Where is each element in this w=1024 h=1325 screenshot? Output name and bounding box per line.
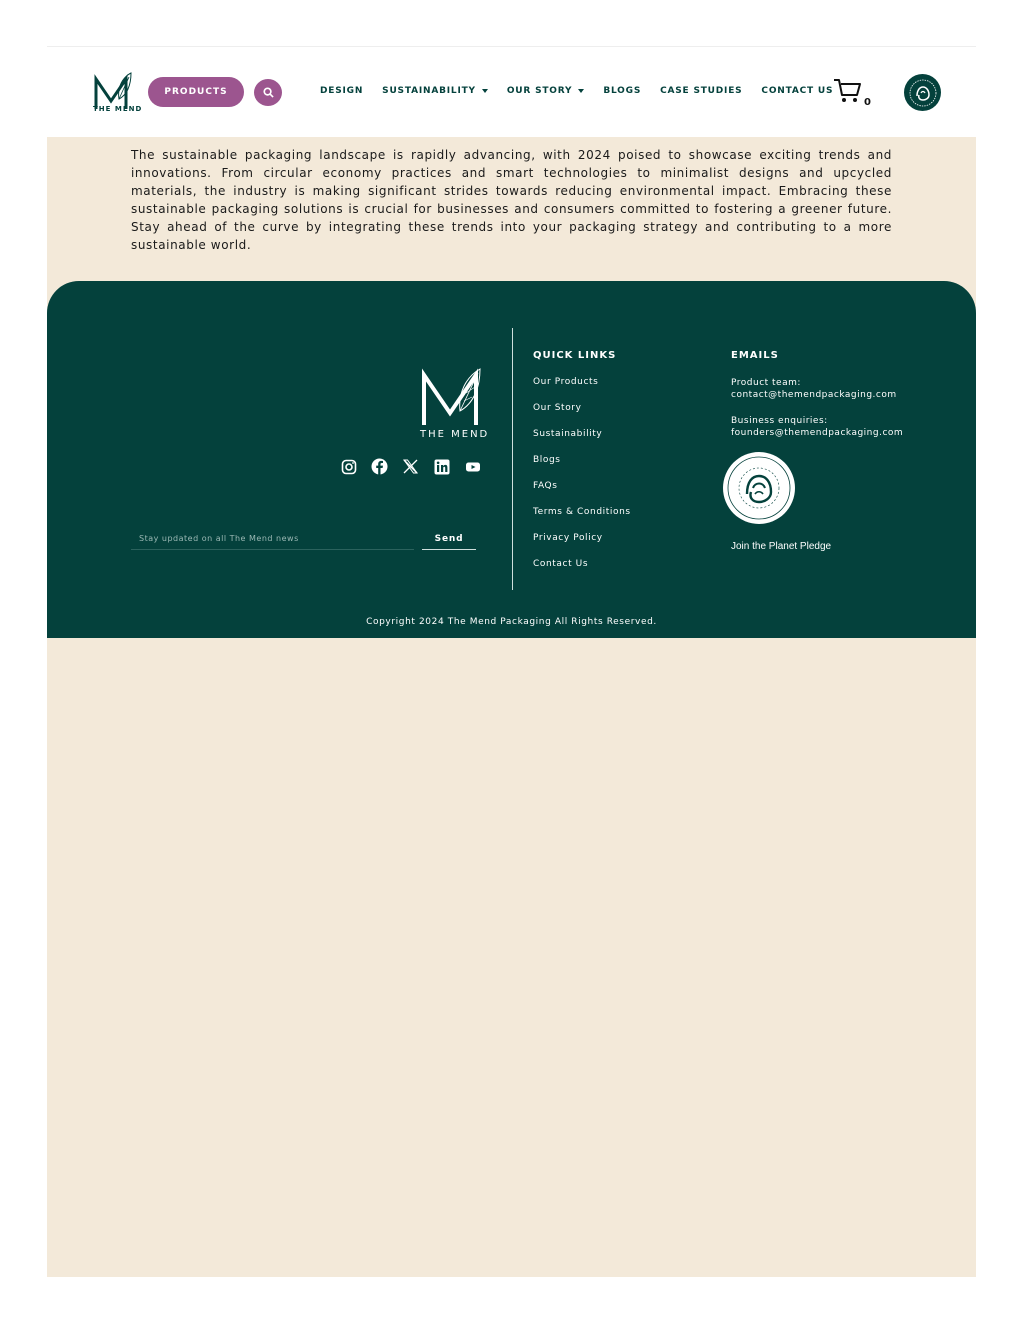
social-links bbox=[340, 458, 481, 475]
quick-links-list bbox=[533, 377, 631, 585]
nav-label: SUSTAINABILITY bbox=[382, 86, 476, 96]
quick-link-sustainability[interactable]: Sustainability bbox=[533, 429, 603, 439]
quick-links-title: QUICK LINKS bbox=[533, 350, 617, 361]
nav-sustainability[interactable] bbox=[382, 86, 488, 96]
facebook-link[interactable] bbox=[371, 458, 388, 475]
main-nav bbox=[320, 86, 852, 96]
search-button[interactable] bbox=[254, 79, 282, 106]
business-enquiries-block bbox=[731, 415, 903, 439]
newsletter-email-input[interactable] bbox=[131, 528, 414, 550]
nav-our-story[interactable] bbox=[507, 86, 584, 96]
nav-label: CONTACT US bbox=[761, 86, 834, 96]
youtube-icon bbox=[465, 461, 481, 473]
nav-label: DESIGN bbox=[320, 86, 364, 96]
nav-contact-us[interactable] bbox=[761, 86, 833, 96]
newsletter-send-button[interactable]: Send bbox=[422, 528, 476, 550]
instagram-link[interactable] bbox=[340, 458, 357, 475]
nav-design[interactable] bbox=[320, 86, 363, 96]
quick-link-our-story[interactable]: Our Story bbox=[533, 403, 582, 413]
instagram-icon bbox=[341, 459, 357, 475]
site-header bbox=[47, 46, 976, 137]
x-link[interactable] bbox=[402, 458, 419, 475]
planet-pledge-badge[interactable] bbox=[904, 74, 941, 111]
cart-count: 0 bbox=[864, 97, 871, 108]
nav-label: BLOGS bbox=[603, 86, 642, 96]
hand-leaf-icon bbox=[908, 78, 938, 108]
footer-logo-text: THE MEND bbox=[420, 429, 490, 440]
page bbox=[47, 46, 976, 1277]
nav-label: CASE STUDIES bbox=[660, 86, 743, 96]
caret-down-icon bbox=[482, 89, 488, 93]
quick-link-faqs[interactable]: FAQs bbox=[533, 481, 558, 491]
quick-link-our-products[interactable]: Our Products bbox=[533, 377, 599, 387]
business-enquiries-label: Business enquiries: bbox=[731, 416, 828, 426]
nav-blogs[interactable] bbox=[603, 86, 641, 96]
business-enquiries-email[interactable]: founders@themendpackaging.com bbox=[731, 428, 904, 438]
quick-link-privacy[interactable]: Privacy Policy bbox=[533, 533, 603, 543]
quick-link-contact-us[interactable]: Contact Us bbox=[533, 559, 589, 569]
planet-pledge-seal[interactable] bbox=[723, 452, 795, 524]
emails-title: EMAILS bbox=[731, 350, 779, 361]
product-team-label: Product team: bbox=[731, 378, 801, 388]
article-paragraph: The sustainable packaging landscape is rapidly advancing, with 2024 poised to showcase exciting trends and innovations. From circular economy practices and smart technologies to minimalist designs and upcycled materials, the industry is making significant strides towards reducing environmental impact. Embracing these sustainable packaging solutions is crucial for businesses and consumers committed to fostering a greener future. Stay ahead of the curve by integrating these trends into your packaging strategy and contributing to a more sustainable world. bbox=[131, 148, 892, 252]
linkedin-link[interactable] bbox=[433, 458, 450, 475]
linkedin-icon bbox=[434, 459, 450, 475]
nav-case-studies[interactable] bbox=[660, 86, 742, 96]
product-team-block bbox=[731, 377, 897, 401]
logo-text: THE MEND bbox=[93, 105, 143, 113]
quick-link-terms[interactable]: Terms & Conditions bbox=[533, 507, 631, 517]
product-team-email[interactable]: contact@themendpackaging.com bbox=[731, 390, 897, 400]
planet-pledge-seal-icon bbox=[725, 454, 793, 522]
caret-down-icon bbox=[578, 89, 584, 93]
youtube-link[interactable] bbox=[464, 458, 481, 475]
copyright-text: Copyright 2024 The Mend Packaging All Rights Reserved. bbox=[366, 617, 657, 627]
quick-link-blogs[interactable]: Blogs bbox=[533, 455, 561, 465]
footer-logo-icon[interactable] bbox=[420, 367, 486, 427]
products-button[interactable]: PRODUCTS bbox=[148, 77, 244, 107]
site-footer bbox=[47, 281, 976, 638]
cart-icon[interactable] bbox=[833, 77, 863, 105]
facebook-icon bbox=[371, 458, 388, 475]
nav-label: OUR STORY bbox=[506, 86, 573, 96]
x-icon bbox=[403, 459, 418, 474]
join-planet-pledge-link[interactable]: Join the Planet Pledge bbox=[731, 541, 832, 552]
footer-divider bbox=[512, 328, 513, 590]
search-icon bbox=[263, 87, 274, 98]
